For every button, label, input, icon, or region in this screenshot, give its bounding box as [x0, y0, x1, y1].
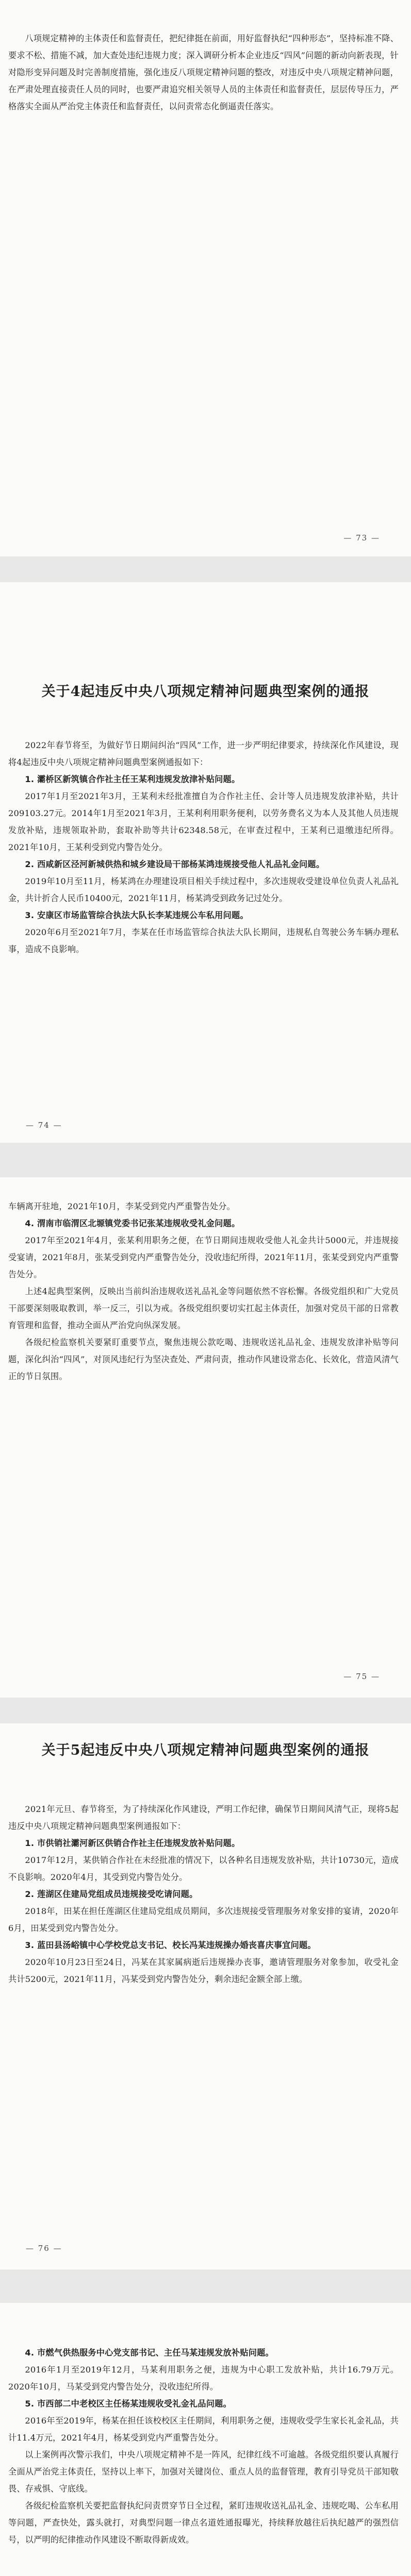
- notice-title: 关于4起违反中央八项规定精神问题典型案例的通报: [41, 684, 370, 700]
- case-body: 2020年10月23日至24日，冯某在其家属病逝后违规操办丧事，邀请管理服务对象参加，收受礼金共计5200元，2021年11月，冯某受到党内警告处分，剩余违纪金额全部上缴。: [8, 1957, 399, 1984]
- notice-title-wrap: [36, 680, 375, 704]
- closing-paragraph: 各级纪检监察机关要紧盯重要节点，聚焦违规公款吃喝、违规收送礼品礼金、违规发放津补贴等问题，深化纠治“四风”，对顶风违纪行为坚决查处、严肃问责，推动作风建设常态化、长效化，营造风清气正的节日氛围。: [8, 1337, 399, 1381]
- document-page-3: [0, 1177, 411, 1698]
- case-heading: 4. 渭南市临渭区北塬镇党委书记张某违规收受礼金问题。: [25, 1218, 240, 1228]
- case-heading: 2. 西咸新区泾河新城供热和城乡建设局干部杨某鸿违规接受他人礼品礼金问题。: [25, 859, 325, 869]
- page-1-paragraph: 八项规定精神的主体责任和监督责任，把纪律挺在前面，用好监督执纪“四种形态”，坚持标准不降、要求不松、措施不减，加大查处违纪违规力度；深入调研分析本企业违反“四风”问题的新动向新表现，针对隐形变异问题及时完善制度措施，强化违反八项规定精神问题的整改，对违反中央八项规定精神问题，在严肃处理直接责任人员的同时，也要严肃追究相关领导人员的主体责任和监督责任，层层传导压力，严格落实全面从严治党主体责任和监督责任，以问责常态化倒逼责任落实。: [8, 33, 399, 111]
- document-page-5: [0, 2303, 411, 2576]
- case-heading: 5. 市西部二中老校区主任杨某违规收受礼金礼品问题。: [25, 2399, 232, 2409]
- case-body: 2017年12月，某供销合作社在未经批准的情况下，以各种名目违规发放补贴，共计10730元，造成不良影响。2020年4月，其受到党内警告处分。: [8, 1855, 399, 1882]
- page-number: — 75 —: [343, 1672, 380, 1681]
- notice-title-wrap: [36, 1739, 375, 1762]
- case-body: 2018年，田某在担任莲湖区住建局党组成员期间，多次违规接受管理服务对象安排的宴请，2020年6月，田某受到党内警告处分。: [8, 1906, 399, 1933]
- page-2-body: [8, 737, 399, 958]
- case-heading: 4. 市燃气供热服务中心党支部书记、主任马某违规发放补贴问题。: [25, 2348, 274, 2358]
- continued-paragraph: 车辆离开驻地，2021年10月，李某受到党内严重警告处分。: [8, 1201, 235, 1211]
- page-number: — 74 —: [26, 1121, 62, 1130]
- page-5-body: [8, 2344, 399, 2548]
- document-page-2: [0, 582, 411, 1143]
- case-body: 2016年1月至2019年12月，马某利用职务之便，违规为中心职工发放补贴，共计16.79万元。2020年10月，马某受到党内警告处分，没收违纪所得。: [8, 2365, 399, 2392]
- case-heading: 2. 莲湖区住建局党组成员违规接受吃请问题。: [25, 1889, 198, 1899]
- document-page-4: [0, 1723, 411, 2269]
- page-4-body: [8, 1801, 399, 1988]
- case-body: 2020年6月至2021年7月，李某在任市场监管综合执法大队长期间，违规私自驾驶公务车辆办理私事，造成不良影响。: [8, 927, 399, 954]
- page-number: — 76 —: [26, 2244, 62, 2253]
- notice-title: 关于5起违反中央八项规定精神问题典型案例的通报: [41, 1742, 370, 1758]
- case-body: 2016年至2019年，杨某在担任该校校区主任期间，利用职务之便，违规收受学生家长礼金礼品，共计11.4万元，2021年4月，杨某受到党内严重警告处分。: [8, 2416, 399, 2443]
- intro-paragraph: 2022年春节将至，为做好节日期间纠治“四风”工作，进一步严明纪律要求，持续深化作风建设，现将4起违反中央八项规定精神问题典型案例通报如下：: [8, 740, 399, 767]
- case-body: 2017年1月至2021年3月，王某利未经批准擅自为合作社主任、会计等人员违规发放津补贴，共计209103.27元。2014年1月至2021年3月，王某利利用职务便利，以劳务费名义为本人及其他人员违规发放补贴，违规领取补助，套取补助等共计62348.58元，在审查过程中，王某利已退缴违纪所得。2021年10月，王某利受到党内警告处分。: [8, 791, 399, 852]
- closing-paragraph: 以上案例再次警示我们，中央八项规定精神不是一阵风，纪律红线不可逾越。各级党组织要认真履行全面从严治党主体责任，坚持以上率下，加强对关键岗位、重点人员的监督管理，教育引导党员干部知敬畏、存戒惧、守底线。: [8, 2450, 399, 2494]
- case-body: 2019年10月至11月，杨某鸿在办理建设项目相关手续过程中，多次违规收受建设单位负责人礼品礼金，共计折合人民币10400元，2021年11月，杨某鸿受到政务记过处分。: [8, 876, 399, 903]
- case-heading: 1. 灞桥区新筑镇合作社主任王某利违规发放津补贴问题。: [25, 774, 240, 784]
- intro-paragraph: 2021年元旦、春节将至，为了持续深化作风建设，严明工作纪律，确保节日期间风清气正，现将5起违反中央八项规定精神问题典型案例通报如下：: [8, 1804, 399, 1831]
- document-page-1: [0, 0, 411, 556]
- case-body: 2017年至2021年4月，张某利用职务之便，在节日期间违规收受他人礼金共计5000元，并违规接受宴请，2021年8月，张某受到党内严重警告处分，没收违纪所得，2021年11月，张某受到党内严重警告处分。: [8, 1235, 399, 1279]
- page-3-body: [8, 1198, 399, 1385]
- page-1-body: [8, 30, 399, 115]
- page-number: — 73 —: [343, 533, 380, 543]
- closing-paragraph: 上述4起典型案例，反映出当前纠治违规收送礼品礼金等问题依然不容松懈。各级党组织和广大党员干部要深刻吸取教训，举一反三，引以为戒。各级党组织要切实扛起主体责任，加强对党员干部的日常教育管理和监督，推动全面从严治党向纵深发展。: [8, 1286, 399, 1330]
- case-heading: 1. 市供销社灞河新区供销合作社主任违规发放补贴问题。: [25, 1838, 240, 1848]
- case-heading: 3. 安康区市场监管综合执法大队长李某违规公车私用问题。: [25, 910, 249, 920]
- case-heading: 3. 蓝田县汤峪镇中心学校党总支书记、校长冯某违规操办婚丧喜庆事宜问题。: [25, 1940, 316, 1950]
- closing-paragraph: 各级纪检监察机关要把监督执纪问责贯穿节日全过程，紧盯违规收送礼品礼金、违规吃喝、公车私用等问题，严查快处，露头就打，对典型问题一律点名道姓通报曝光，持续释放越往后执纪越严的强烈信号，以严明的纪律推动作风建设不断取得新成效。: [8, 2501, 399, 2545]
